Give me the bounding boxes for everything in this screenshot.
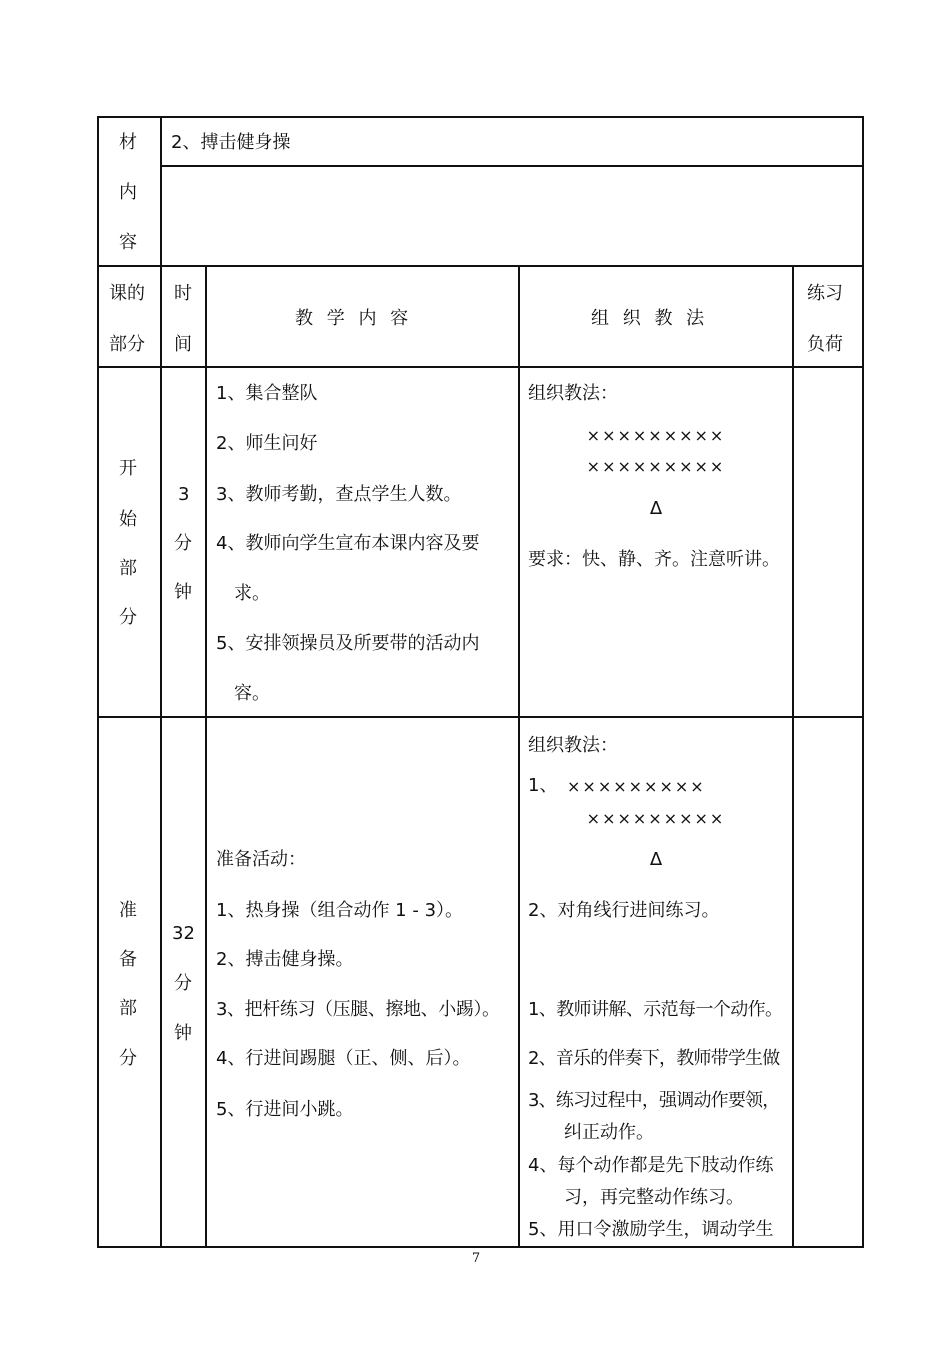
material-label-char: 内	[119, 182, 137, 203]
prep-content-line: 2、搏击健身操。	[216, 949, 354, 970]
start-content-line: 容。	[234, 683, 270, 704]
teacher-marker: Δ	[649, 498, 663, 519]
start-part-char: 开	[119, 458, 137, 479]
prep-content-line: 5、行进间小跳。	[216, 1099, 354, 1120]
prep-time: 钟	[174, 1023, 192, 1044]
formation-row: ×××××××××	[586, 457, 726, 476]
prep-part-char: 备	[119, 949, 137, 970]
start-time: 分	[174, 533, 192, 554]
header-load: 练习	[807, 283, 843, 304]
start-part-char: 始	[119, 509, 137, 530]
grid-line	[97, 366, 864, 368]
start-content-line: 3、教师考勤，查点学生人数。	[216, 484, 462, 505]
grid-line	[161, 165, 864, 167]
header-method: 组 织 教 法	[591, 308, 709, 329]
prep-time: 分	[174, 973, 192, 994]
formation-row: ×××××××××	[586, 809, 726, 828]
method-step: 1、教师讲解、示范每一个动作。	[528, 1000, 783, 1020]
grid-line	[97, 1246, 864, 1248]
start-time: 钟	[174, 582, 192, 603]
prep-method-item: 2、对角线行进间练习。	[528, 900, 720, 921]
prep-content-line: 准备活动：	[216, 849, 306, 870]
start-part-char: 分	[119, 607, 137, 628]
header-part: 课的	[109, 283, 145, 304]
start-content-line: 求。	[234, 583, 270, 604]
start-content-line: 2、师生问好	[216, 433, 318, 454]
header-time: 时	[174, 283, 192, 304]
grid-line	[97, 265, 864, 267]
header-load: 负荷	[807, 334, 843, 355]
grid-line	[97, 116, 864, 118]
header-time: 间	[174, 334, 192, 355]
prep-part-char: 分	[119, 1048, 137, 1069]
material-label-char: 材	[119, 132, 137, 153]
header-part: 部分	[109, 334, 145, 355]
formation-row: ×××××××××	[586, 426, 726, 445]
formation-row: ×××××××××	[567, 777, 706, 796]
start-part-char: 部	[119, 558, 137, 579]
header-content: 教 学 内 容	[295, 308, 413, 329]
prep-content-line: 4、行进间踢腿（正、侧、后）。	[216, 1048, 471, 1069]
method-step: 纠正动作。	[564, 1122, 654, 1143]
grid-line	[97, 116, 99, 1248]
prep-content-line: 1、热身操（组合动作 1 - 3）。	[216, 900, 464, 921]
prep-part-char: 准	[119, 900, 137, 921]
grid-line	[862, 116, 864, 1248]
prep-time: 32	[172, 923, 195, 944]
prep-part-char: 部	[119, 998, 137, 1019]
method-step: 4、每个动作都是先下肢动作练	[528, 1155, 774, 1176]
page-number: 7	[471, 1251, 481, 1266]
teacher-marker: Δ	[649, 849, 663, 870]
grid-line	[97, 716, 864, 718]
prep-method-steps	[520, 1000, 792, 1246]
prep-method-title: 组织教法：	[528, 735, 618, 756]
method-step: 5、用口令激励学生，调动学生	[528, 1219, 774, 1240]
prep-method-num: 1、	[528, 775, 558, 796]
grid-line	[205, 265, 207, 1248]
start-method-requirement: 要求：快、静、齐。注意听讲。	[528, 549, 780, 570]
material-label-char: 容	[119, 232, 137, 253]
prep-content-line: 3、把杆练习（压腿、擦地、小踢）。	[216, 999, 500, 1020]
start-method-title: 组织教法：	[528, 383, 618, 404]
method-step: 2、音乐的伴奏下，教师带学生做	[528, 1048, 780, 1069]
method-step: 3、练习过程中，强调动作要领，	[528, 1090, 780, 1111]
method-step: 习，再完整动作练习。	[564, 1187, 744, 1208]
start-content-line: 4、教师向学生宣布本课内容及要	[216, 533, 480, 554]
start-time: 3	[178, 484, 190, 505]
grid-line	[792, 265, 794, 1248]
start-content-line: 1、集合整队	[216, 383, 318, 404]
start-content-line: 5、安排领操员及所要带的活动内	[216, 633, 480, 654]
material-item: 2、搏击健身操	[171, 132, 291, 153]
grid-line	[160, 116, 162, 1248]
